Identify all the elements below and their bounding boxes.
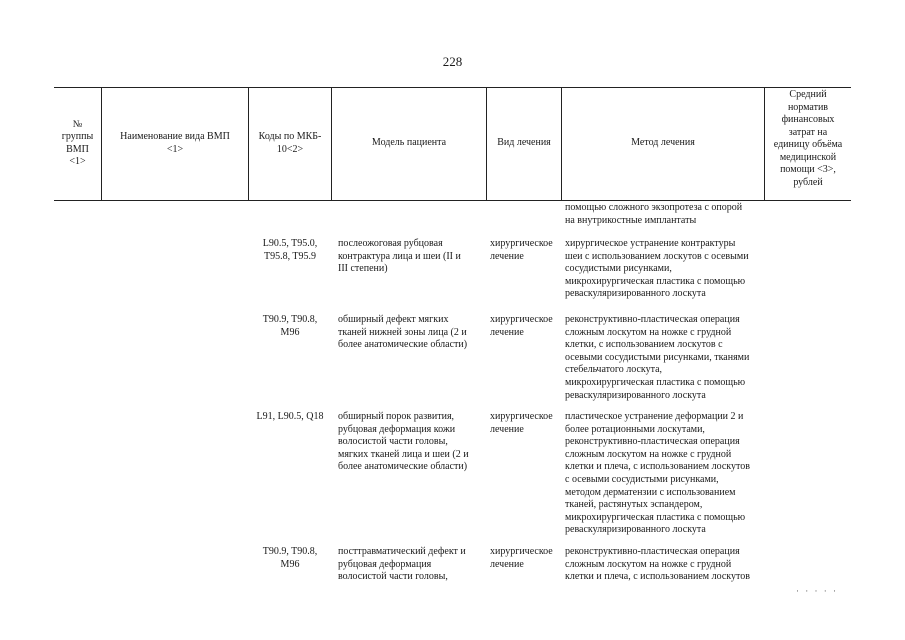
page-number: 228 <box>442 54 463 69</box>
row-treatment-type: хирургическое лечение <box>490 238 553 262</box>
header-group-no: № группы ВМП <1> <box>61 118 94 167</box>
row-patient-model: обширный порок развития, рубцовая деформация кожи волосистой части головы, мягких тканей лица и шеи (2 и более анатомические области) <box>338 411 469 473</box>
header-bottom-border <box>54 200 851 201</box>
row-icd-codes: T90.9, T90.8, M96 <box>262 314 318 338</box>
header-icd-codes: Коды по МКБ- 10<2> <box>258 131 322 155</box>
row-icd-codes: L91, L90.5, Q18 <box>256 411 324 422</box>
header-patient-model: Модель пациента <box>371 137 447 149</box>
row-patient-model: обширный дефект мягких тканей нижней зоны лица (2 и более анатомические области) <box>338 314 468 351</box>
scan-marks: · · · · · <box>796 586 838 596</box>
row-treatment-type: хирургическое лечение <box>490 411 553 435</box>
row-icd-codes: T90.9, T90.8, M96 <box>262 546 318 570</box>
header-avg-cost: Средний норматив финансовых затрат на единицу объёма медицинской помощи <3>, рублей <box>773 89 843 188</box>
row-treatment-method: пластическое устранение деформации 2 и более ротационными лоскутами, реконструктивно-пластическая операция сложным лоскутом на ножке с грудной клетки и плеча, с использованием лоскутов с осевыми сосудистыми рисунками, методом дерматензии с использованием тканей, растянутых эспандером, микрохирургическая пластика с помощью реваскуляризированного лоскута <box>565 411 750 536</box>
header-vmp-name: Наименование вида ВМП <1> <box>120 131 230 155</box>
row-treatment-method: хирургическое устранение контрактуры шеи с использованием лоскутов с осевыми сосудистыми рисунками, микрохирургическая пластика с помощью реваскуляризированного лоскута <box>565 238 749 300</box>
header-treatment-type: Вид лечения <box>497 137 551 149</box>
row-patient-model: посттравматический дефект и рубцовая деформация волосистой части головы, <box>338 546 466 583</box>
header-treatment-method: Метод лечения <box>631 137 695 149</box>
method-continuation: помощью сложного экзопротеза с опорой на внутрикостные имплантаты <box>565 202 743 226</box>
row-patient-model: послеожоговая рубцовая контрактура лица и шеи (II и III степени) <box>338 238 461 275</box>
row-treatment-type: хирургическое лечение <box>490 546 553 570</box>
row-treatment-type: хирургическое лечение <box>490 314 553 338</box>
row-treatment-method: реконструктивно-пластическая операция сложным лоскутом на ножке с грудной клетки, с использованием лоскутов с осевыми сосудистыми рисунками, тканями стебельчатого лоскута, микрохирургическая пластика с помощью реваскуляризированного лоскута <box>565 314 750 401</box>
row-icd-codes: L90.5, T95.0, T95.8, T95.9 <box>262 238 318 262</box>
row-treatment-method: реконструктивно-пластическая операция сложным лоскутом на ножке с грудной клетки и плеча, с использованием лоскутов <box>565 546 750 583</box>
